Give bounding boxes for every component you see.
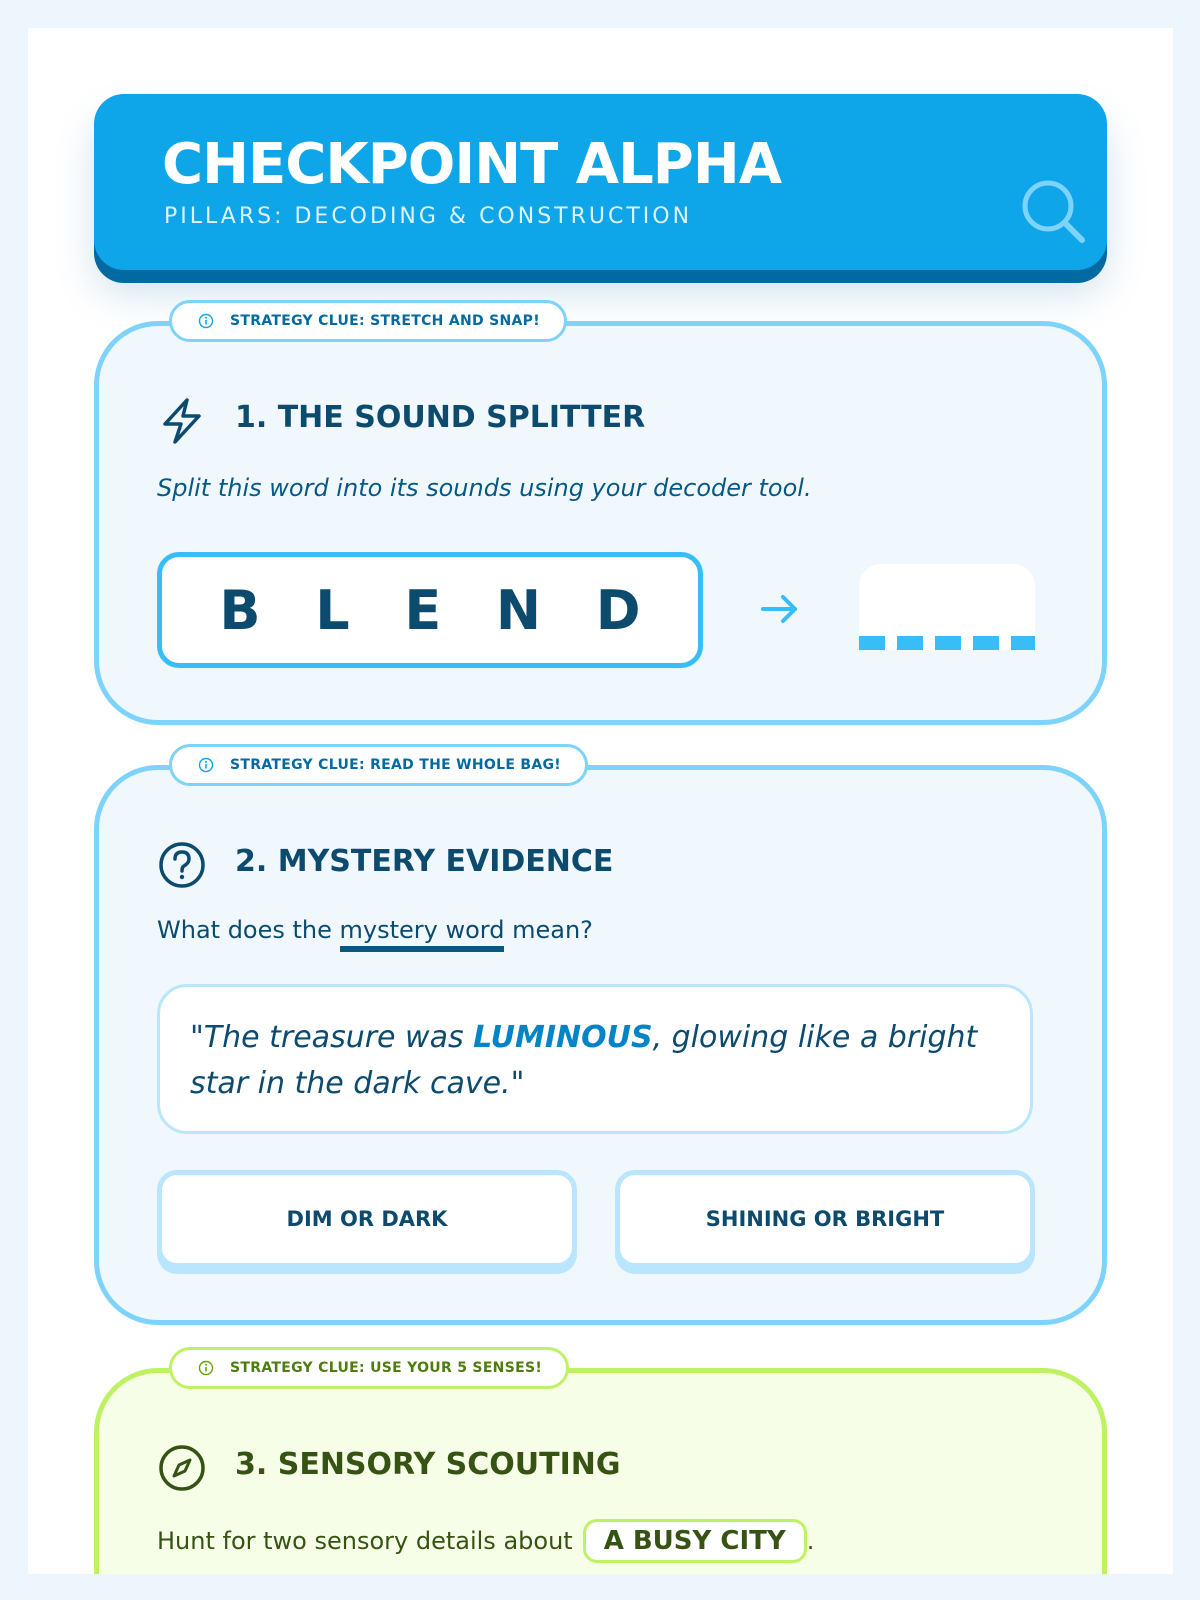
lightning-icon bbox=[157, 396, 207, 446]
arrow-right-icon bbox=[759, 588, 801, 630]
topic-badge: A BUSY CITY bbox=[583, 1519, 807, 1563]
info-icon bbox=[198, 313, 214, 329]
strategy-clue-text: STRATEGY CLUE: READ THE WHOLE BAG! bbox=[230, 757, 561, 773]
page bbox=[28, 28, 1173, 1574]
mystery-word: LUMINOUS bbox=[473, 1020, 653, 1055]
card-title: 2. MYSTERY EVIDENCE bbox=[235, 844, 614, 879]
compass-icon bbox=[157, 1443, 207, 1493]
word-tile-box[interactable] bbox=[157, 552, 703, 668]
sound-slot-lines bbox=[859, 636, 1035, 650]
mystery-word-label: mystery word bbox=[340, 916, 505, 952]
strategy-clue-badge bbox=[169, 744, 588, 786]
strategy-clue-text: STRATEGY CLUE: STRETCH AND SNAP! bbox=[230, 313, 540, 329]
letter-tile: N bbox=[495, 578, 542, 642]
sound-splitter-card bbox=[94, 313, 1107, 725]
question-icon bbox=[157, 840, 207, 890]
letter-tile: B bbox=[219, 578, 261, 642]
sound-answer-slot[interactable] bbox=[859, 564, 1035, 650]
letter-tile: L bbox=[315, 578, 350, 642]
question-prefix: What does the bbox=[157, 916, 340, 944]
choice-shining-or-bright[interactable]: SHINING OR BRIGHT bbox=[615, 1170, 1035, 1268]
question-suffix: mean? bbox=[504, 916, 593, 944]
sensory-prompt bbox=[157, 1519, 814, 1563]
instruction-text: Split this word into its sounds using your decoder tool. bbox=[157, 474, 812, 502]
question-text bbox=[157, 916, 593, 944]
info-icon bbox=[198, 1360, 214, 1376]
letter-tile: D bbox=[595, 578, 641, 642]
card-title: 3. SENSORY SCOUTING bbox=[235, 1447, 621, 1482]
sensory-prompt-end: . bbox=[806, 1527, 815, 1555]
page-title: CHECKPOINT ALPHA bbox=[162, 132, 782, 197]
sensory-prompt-text: Hunt for two sensory details about bbox=[157, 1527, 573, 1555]
info-icon bbox=[198, 757, 214, 773]
header-banner bbox=[94, 94, 1107, 270]
strategy-clue-badge bbox=[169, 300, 567, 342]
strategy-clue-badge bbox=[169, 1347, 569, 1389]
card-title: 1. THE SOUND SPLITTER bbox=[235, 400, 646, 435]
evidence-quote bbox=[157, 984, 1033, 1134]
search-icon bbox=[1018, 176, 1088, 246]
quote-prefix: "The treasure was bbox=[190, 1020, 474, 1055]
search-button[interactable] bbox=[1018, 176, 1088, 246]
strategy-clue-text: STRATEGY CLUE: USE YOUR 5 SENSES! bbox=[230, 1360, 543, 1376]
sensory-scouting-card bbox=[94, 1360, 1107, 1574]
page-subtitle: PILLARS: DECODING & CONSTRUCTION bbox=[164, 204, 693, 229]
quote-suffix: , glowing like a bright star in the dark cave." bbox=[190, 1020, 978, 1101]
mystery-evidence-card bbox=[94, 757, 1107, 1325]
choice-dim-or-dark[interactable]: DIM OR DARK bbox=[157, 1170, 577, 1268]
letter-tile: E bbox=[404, 578, 442, 642]
